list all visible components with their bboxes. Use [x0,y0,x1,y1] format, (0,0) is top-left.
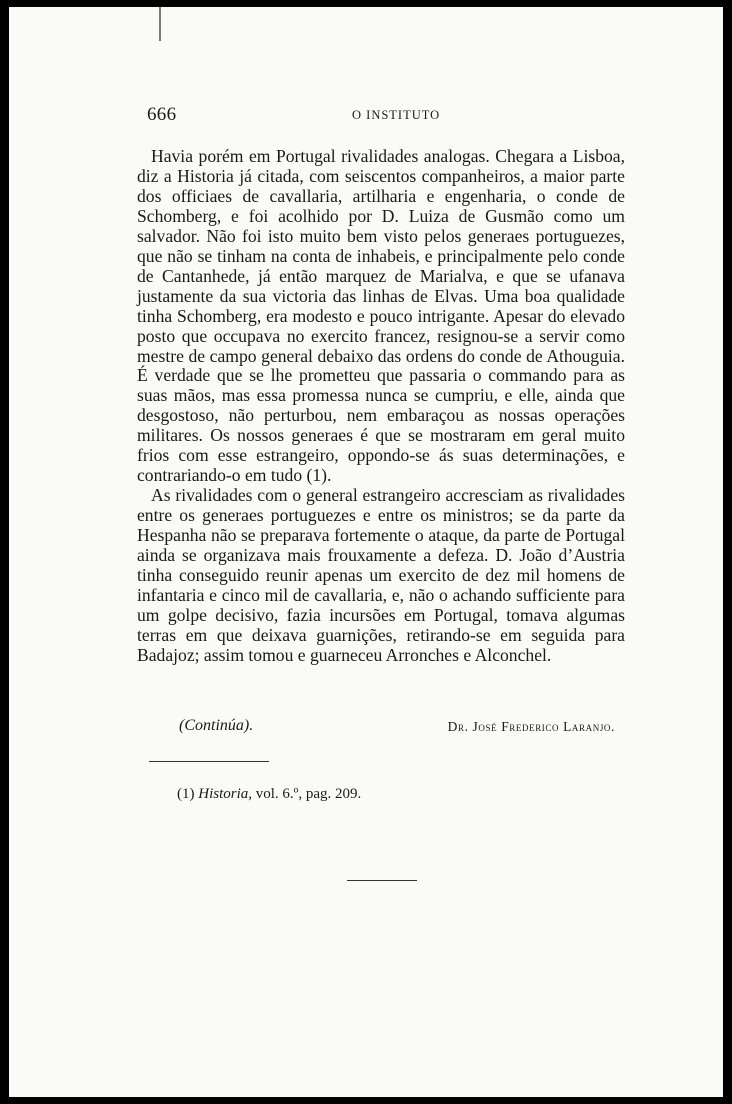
page-header [147,104,607,126]
body-text [137,147,625,666]
continued-note: (Continúa). [179,717,254,734]
book-page [9,7,723,1097]
paragraph: Havia porém em Portugal rivalidades analogas. Chegara a Lisboa, diz a Historia já citada, com seiscentos companheiros, a maior parte dos officiaes de cavallaria, artilharia e engenharia, o conde de Schomberg, e foi acolhido por D. Luiza de Gusmão como um salvador. Não foi isto muito bem visto pelos generaes portuguezes, que não se tinham na conta de inhabeis, e principalmente pelo conde de Cantanhede, já então marquez de Marialva, e que se ufanava justamente da sua victoria das linhas de Elvas. Uma boa qualidade tinha Schomberg, era modesto e pouco intrigante. Apesar do elevado posto que occupava no exercito francez, resignou-se a servir como mestre de campo general debaixo das ordens do conde de Athouguia. É verdade que se lhe prometteu que passaria o commando para as suas mãos, mas essa promessa nunca se cumpriu, e elle, ainda que desgostoso, não perturbou, nem embaraçou as nossas operações militares. Os nossos generaes é que se mostraram em geral muito frios com esse estrangeiro, oppondo-se ás suas determinações, e contrariando-o em tudo (1). [137,146,625,486]
page-number: 666 [147,104,177,125]
running-title: O INSTITUTO [352,108,441,122]
footnote-marker: (1) [177,786,195,802]
footnote [177,786,361,803]
author-signature: Dr. José Frederico Laranjo. [447,719,615,734]
end-divider [347,880,417,881]
footnote-work-title: Historia, [198,786,253,802]
scan-artifact-line [159,7,161,41]
paragraph: As rivalidades com o general estrangeiro accresciam as rivalidades entre os generaes portuguezes e entre os ministros; se da parte da Hespanha não se preparava fortemente o ataque, da parte de Portugal ainda se organizava mais frouxamente a defeza. D. João d’Austria tinha conseguido reunir apenas um exercito de dez mil homens de infantaria e cinco mil de cavallaria, e, não o achando sufficiente para um golpe decisivo, fazia incursões em Portugal, tomava algumas terras em que deixava guarnições, retirando-se em seguida para Badajoz; assim tomou e guarneceu Arronches e Alconchel. [137,485,625,665]
footnote-divider [149,761,269,762]
footnote-reference: vol. 6.º, pag. 209. [255,786,362,802]
article-closing [137,715,625,739]
